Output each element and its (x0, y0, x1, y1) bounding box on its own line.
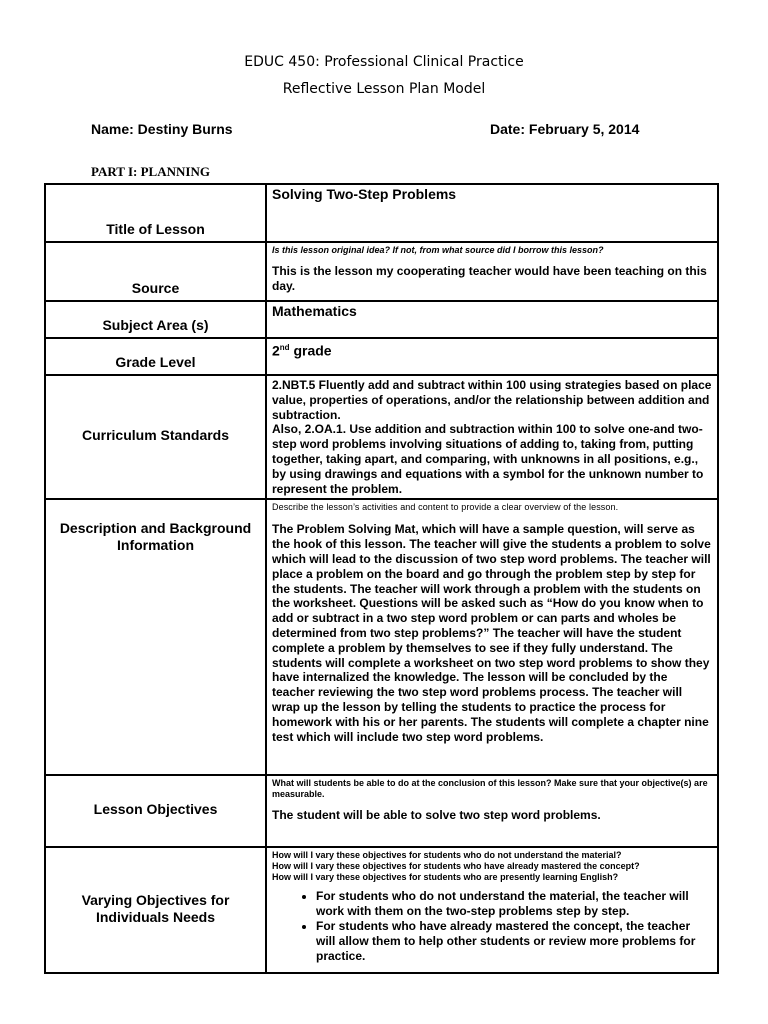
objectives-value: The student will be able to solve two step word problems. (272, 808, 601, 823)
lesson-title: Solving Two-Step Problems (272, 186, 457, 202)
description-cell (266, 499, 718, 775)
table-row (45, 847, 718, 973)
grade-number: 2 (272, 342, 280, 359)
objectives-cell (266, 775, 718, 847)
standards-value-2: Also, 2.OA.1. Use addition and subtraction within 100 to solve one-and two-step word problems involving situations of adding to, taking from, putting together, taking apart, and comparing, with unknowns in all positions, e.g., by using drawings and equations with a symbol for the unknown number to represent the problem. (272, 422, 704, 496)
row-label (45, 775, 266, 847)
table-row (45, 242, 718, 301)
varying-cell (266, 847, 718, 973)
document-title: EDUC 450: Professional Clinical Practice (244, 54, 524, 70)
grade-word: grade (289, 342, 332, 359)
row-label (45, 301, 266, 338)
document-subtitle: Reflective Lesson Plan Model (282, 81, 486, 97)
table-row (45, 301, 718, 338)
varying-prompt: How will I vary these objectives for students who are presently learning English? (272, 872, 619, 883)
part-heading: PART I: PLANNING (91, 164, 210, 179)
row-label (45, 847, 266, 973)
source-label: Source (131, 280, 180, 296)
row-label (45, 184, 266, 242)
list-item: • For students who do not understand the material, the teacher will work with them on the two-step problems step by step. (316, 889, 712, 919)
varying-prompt: How will I vary these objectives for students who have already mastered the concept? (272, 861, 640, 872)
row-label (45, 375, 266, 499)
title-label: Title of Lesson (106, 221, 205, 237)
source-cell (266, 242, 718, 301)
subject-cell (266, 301, 718, 338)
grade-cell (266, 338, 718, 375)
grade-suffix: nd (279, 343, 290, 352)
title-cell (266, 184, 718, 242)
row-label (45, 338, 266, 375)
lesson-plan-table (44, 183, 719, 974)
table-row (45, 375, 718, 499)
standards-value: 2.NBT.5 Fluently add and subtract within 100 using strategies based on place value, properties of operations, and/or the relationship between addition and subtraction. (272, 378, 712, 422)
varying-label: Varying Objectives for Individuals Needs (81, 891, 230, 925)
subject-value: Mathematics (272, 303, 357, 319)
table-row (45, 338, 718, 375)
standards-label: Curriculum Standards (81, 427, 230, 444)
list-item: • For students who have already mastered the concept, the teacher will allow them to help other students or review more problems for practice. (316, 919, 712, 963)
table-row (45, 499, 718, 775)
varying-list (272, 889, 712, 963)
objectives-prompt: What will students be able to do at the conclusion of this lesson? Make sure that your objective(s) are measurable. (272, 778, 708, 800)
objectives-label: Lesson Objectives (93, 801, 218, 818)
source-value: This is the lesson my cooperating teacher would have been teaching on this day. (272, 264, 707, 293)
source-prompt: Is this lesson original idea? If not, from what source did I borrow this lesson? (272, 245, 604, 255)
description-value: The Problem Solving Mat, which will have a sample question, will serve as the hook of this lesson. The teacher will give the students a problem to solve which will lead to the discussion of two step word problems. The teacher will place a problem on the board and go through the problem step by step for the students. The teacher will work through a problem with the students on the worksheet. Questions will be asked such as “How do you know when to add or subtract in a two step word problem or can parts and wholes be determined from two step problems?” The teacher will have the student complete a problem by themselves to see if they fully understand. The students will complete a worksheet on two step word problems to show they have internalized the knowledge. The lesson will be concluded by the teacher reviewing the two step word problems process. The teacher will wrap up the lesson by telling the students to practice the process for homework with his or her parents. The students will complete a chapter nine test which will include two step word problems. (272, 522, 711, 744)
grade-value (272, 341, 712, 358)
table-row (45, 775, 718, 847)
row-label (45, 499, 266, 775)
description-prompt: Describe the lesson’s activities and content to provide a clear overview of the lesson. (272, 502, 619, 513)
grade-label: Grade Level (115, 354, 196, 370)
table-row (45, 184, 718, 242)
standards-cell (266, 375, 718, 499)
varying-prompt: How will I vary these objectives for students who do not understand the material? (272, 850, 622, 861)
description-label: Description and Background Information (59, 520, 252, 554)
row-label (45, 242, 266, 301)
subject-label: Subject Area (s) (102, 317, 209, 333)
student-name: Name: Destiny Burns (91, 121, 233, 137)
lesson-date: Date: February 5, 2014 (490, 121, 640, 137)
